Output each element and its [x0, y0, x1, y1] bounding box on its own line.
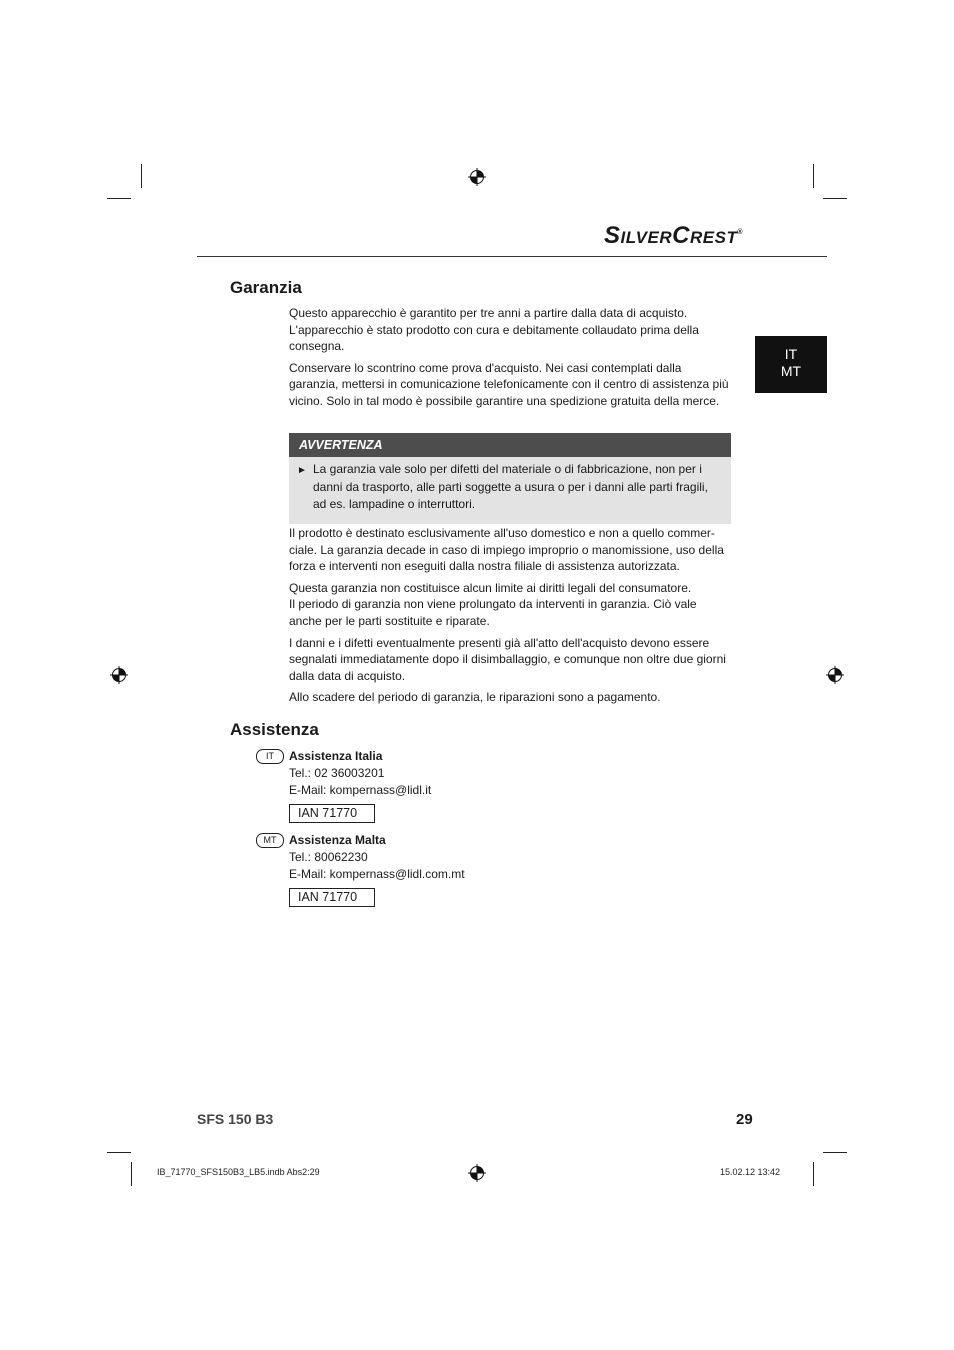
model-number: SFS 150 B3: [197, 1111, 274, 1127]
registration-mark-icon: [826, 666, 844, 684]
paragraph: Il prodotto è destinato esclusivamente all'uso domestico e non a quello commer-ciale. La garanzia decade in caso di impiego improprio o manomissione, uso della forza e interventi non eseguiti dalla nostra filiale di assistenza autorizzata.: [289, 526, 724, 574]
language-code-mt: MT: [780, 363, 802, 379]
service-email: E-Mail: kompernass@lidl.it: [289, 783, 432, 798]
brand-letters: REST: [689, 228, 738, 247]
crop-mark: [141, 164, 142, 188]
arrow-bullet-icon: ►: [297, 465, 307, 476]
paragraph: I danni e i difetti eventualmente presenti già all'atto dell'acquisto devono essere segnalati immediatamente dopo il disimballaggio, e comunque non oltre due giorni dalla data di acquisto.: [289, 635, 726, 683]
paragraph: Conservare lo scontrino come prova d'acquisto. Nei casi contemplati dalla garanzia, mettersi in comunicazione telefonicamente con il centro di assistenza più vicino. Solo in tal modo è possibile garantire una spedizione gratuita della merce.: [289, 360, 729, 408]
registered-mark: ®: [737, 229, 743, 236]
flag-badge-it: IT: [256, 749, 284, 764]
brand-letter: C: [672, 222, 690, 249]
service-name: Assistenza Malta: [289, 833, 386, 847]
brand-letter: S: [604, 222, 621, 249]
language-code-it: IT: [784, 346, 798, 362]
crop-mark: [107, 1152, 131, 1153]
paragraph: Allo scadere del periodo di garanzia, le riparazioni sono a pagamento.: [289, 690, 661, 705]
crop-mark: [131, 1162, 132, 1186]
service-italia: [289, 748, 709, 823]
ian-box: IAN 71770: [289, 888, 375, 907]
warning-text: La garanzia vale solo per difetti del materiale o di fabbricazione, non per i danni da trasporto, alle parti soggette a usura o per i danni alle parti fragili, ad es. lampadine o interruttori.: [313, 462, 708, 511]
print-slug-date: 15.02.12 13:42: [720, 1167, 781, 1177]
brand-logo: [604, 222, 743, 250]
service-phone: Tel.: 02 36003201: [289, 766, 385, 781]
service-name: Assistenza Italia: [289, 749, 383, 763]
crop-mark: [107, 198, 131, 199]
warning-body: [289, 457, 731, 524]
paragraph: Questa garanzia non costituisce alcun limite ai diritti legali del consumatore.: [289, 580, 692, 595]
print-slug-file: IB_71770_SFS150B3_LB5.indb Abs2:29: [157, 1167, 320, 1177]
header-divider: [197, 256, 827, 257]
registration-mark-icon: [468, 1164, 486, 1182]
service-phone: Tel.: 80062230: [289, 850, 368, 865]
flag-badge-mt: MT: [256, 833, 284, 848]
garanzia-details: [289, 525, 731, 711]
brand-letters: ILVER: [620, 228, 673, 247]
garanzia-heading: Garanzia: [230, 278, 302, 297]
service-malta: [289, 832, 709, 907]
crop-mark: [813, 164, 814, 188]
ian-box: IAN 71770: [289, 804, 375, 823]
registration-mark-icon: [468, 168, 486, 186]
warning-box: [289, 433, 731, 524]
page-number: 29: [736, 1111, 753, 1128]
garanzia-intro: [289, 305, 731, 415]
crop-mark: [823, 198, 847, 199]
registration-mark-icon: [110, 666, 128, 684]
service-email: E-Mail: kompernass@lidl.com.mt: [289, 867, 465, 882]
paragraph: Il periodo di garanzia non viene prolungato da interventi in garanzia. Ciò vale anche per le parti sostituite e riparate.: [289, 597, 697, 628]
warning-title: AVVERTENZA: [289, 433, 731, 457]
crop-mark: [813, 1162, 814, 1186]
language-tab: [755, 336, 827, 393]
crop-mark: [823, 1152, 847, 1153]
paragraph: Questo apparecchio è garantito per tre anni a partire dalla data di acquisto. L'apparecchio è stato prodotto con cura e debitamente collaudato prima della consegna.: [289, 306, 699, 354]
assistenza-heading: Assistenza: [230, 720, 319, 739]
